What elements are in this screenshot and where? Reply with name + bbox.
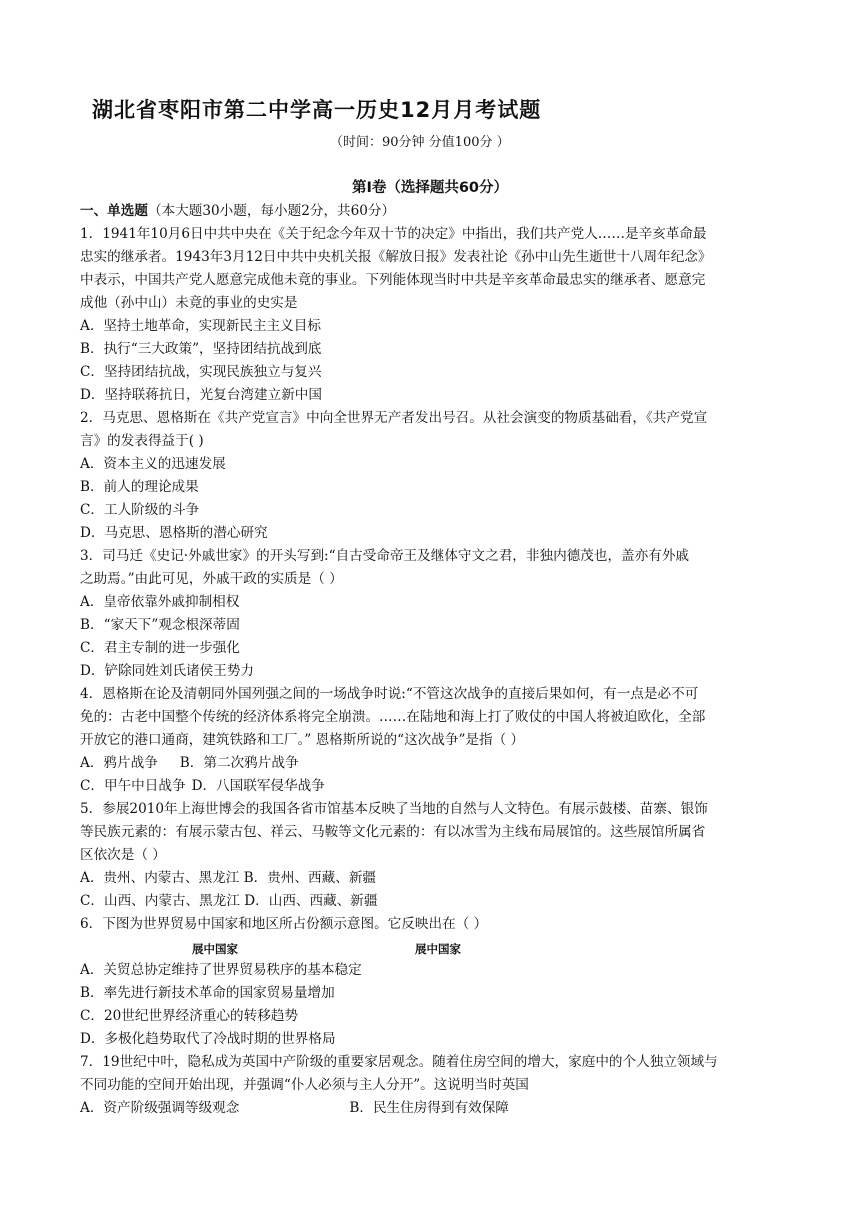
question-4	[80, 683, 800, 798]
question-text-line: 言》的发表得益于( )	[80, 433, 204, 449]
question-text-line: 5．参展2010年上海世博会的我国各省市馆基本反映了当地的自然与人文特色。有展示鼓楼、苗寨、银饰	[80, 801, 708, 817]
question-text-line: 6．下图为世界贸易中国家和地区所占份额示意图。它反映出在（ ）	[80, 916, 488, 932]
question-text-line: 不同功能的空间开始出现，并强调“仆人必须与主人分开”。这说明当时英国	[80, 1077, 529, 1093]
trade-share-chart	[80, 936, 800, 959]
option-a: A．资本主义的迅速发展	[80, 456, 226, 472]
options-row	[80, 752, 800, 775]
question-3	[80, 545, 800, 683]
chart-label-right: 展中国家	[415, 942, 461, 956]
section-title: 第Ⅰ卷（选择题共60分）	[351, 180, 509, 196]
question-text-line: 成他（孙中山）未竟的事业的史实是	[80, 295, 298, 311]
question-7	[80, 1051, 800, 1120]
part-heading-label: 一、单选题	[80, 203, 148, 219]
option-a: A．关贸总协定维持了世界贸易秩序的基本稳定	[80, 962, 362, 978]
exam-content	[80, 200, 800, 1120]
options-row-ab: A．贵州、内蒙古、黑龙江 B．贵州、西藏、新疆	[80, 870, 377, 886]
option-a: A．皇帝依靠外戚抑制相权	[80, 594, 240, 610]
exam-time-score: （时间：90分钟 分值100分 ）	[330, 135, 510, 150]
option-d: D．铲除同姓刘氏诸侯王势力	[80, 663, 255, 679]
question-text-line: 等民族元素的：有展示蒙古包、祥云、马鞍等文化元素的：有以冰雪为主线布局展馆的。这些展馆所属省	[80, 824, 706, 840]
question-text-line: 2．马克思、恩格斯在《共产党宣言》中向全世界无产者发出号召。从社会演变的物质基础看，《共产党宣	[80, 410, 708, 426]
question-text-line: 7．19世纪中叶，隐私成为英国中产阶级的重要家居观念。随着住房空间的增大，家庭中的个人独立领域与	[80, 1054, 718, 1070]
option-b: B．执行“三大政策”，坚持团结抗战到底	[80, 341, 322, 357]
option-a: A．资产阶级强调等级观念	[80, 1100, 240, 1116]
option-c: C．坚持团结抗战，实现民族独立与复兴	[80, 364, 322, 380]
options-row	[80, 1097, 800, 1120]
option-c: C．君主专制的进一步强化	[80, 640, 240, 656]
option-a: A．鸦片战争	[80, 755, 158, 771]
question-text-line: 忠实的继承者。1943年3月12日中共中央机关报《解放日报》发表社论《孙中山先生逝世十八周年纪念》	[80, 249, 712, 265]
chart-label-left: 展中国家	[192, 942, 238, 956]
options-row-cd: C．山西、内蒙古、黑龙江 D．山西、西藏、新疆	[80, 893, 378, 909]
options-row	[80, 775, 800, 798]
question-text-line: 之助焉。”由此可见，外戚干政的实质是（ ）	[80, 571, 343, 587]
question-text-line: 3．司马迁《史记·外戚世家》的开头写到:“自古受命帝王及继体守文之君，非独内德茂也，盖亦有外戚	[80, 548, 690, 564]
question-2	[80, 407, 800, 545]
part-heading-note: （本大题30小题，每小题2分，共60分）	[147, 203, 396, 219]
option-b: B．第二次鸦片战争	[179, 755, 299, 771]
part-heading	[80, 200, 800, 223]
option-d: D．坚持联蒋抗日，光复台湾建立新中国	[80, 387, 322, 403]
option-c: C．工人阶级的斗争	[80, 502, 200, 518]
question-text-line: 开放它的港口通商，建筑铁路和工厂。” 恩格斯所说的“这次战争”是指（ ）	[80, 732, 525, 748]
question-text-line: 中表示，中国共产党人愿意完成他未竟的事业。下列能体现当时中共是辛亥革命最忠实的继承者、愿意完	[80, 272, 706, 288]
question-text-line: 1．1941年10月6日中共中央在《关于纪念今年双十节的决定》中指出，我们共产党人……是辛亥革命最	[80, 226, 707, 242]
option-d: D．八国联军侵华战争	[191, 778, 325, 794]
option-d: D．马克思、恩格斯的潜心研究	[80, 525, 268, 541]
question-text-line: 4．恩格斯在论及清朝同外国列强之间的一场战争时说:“不管这次战争的直接后果如何，有一点是必不可	[80, 686, 699, 702]
option-c: C．甲午中日战争	[80, 778, 186, 794]
option-a: A．坚持土地革命，实现新民主主义目标	[80, 318, 321, 334]
question-text-line: 免的：古老中国整个传统的经济体系将完全崩溃。……在陆地和海上打了败仗的中国人将被迫欧化，全部	[80, 709, 706, 725]
question-5	[80, 798, 800, 913]
option-c: C．20世纪世界经济重心的转移趋势	[80, 1008, 299, 1024]
question-1	[80, 223, 800, 407]
question-text-line: 区依次是（ ）	[80, 847, 166, 863]
option-b: B．率先进行新技术革命的国家贸易量增加	[80, 985, 335, 1001]
option-d: D．多极化趋势取代了冷战时期的世界格局	[80, 1031, 336, 1047]
option-b: B．民生住房得到有效保障	[349, 1100, 509, 1116]
question-6	[80, 913, 800, 1051]
option-b: B．前人的理论成果	[80, 479, 199, 495]
option-b: B．“家天下”观念根深蒂固	[80, 617, 240, 633]
exam-title: 湖北省枣阳市第二中学高一历史12月月考试题	[92, 98, 542, 122]
